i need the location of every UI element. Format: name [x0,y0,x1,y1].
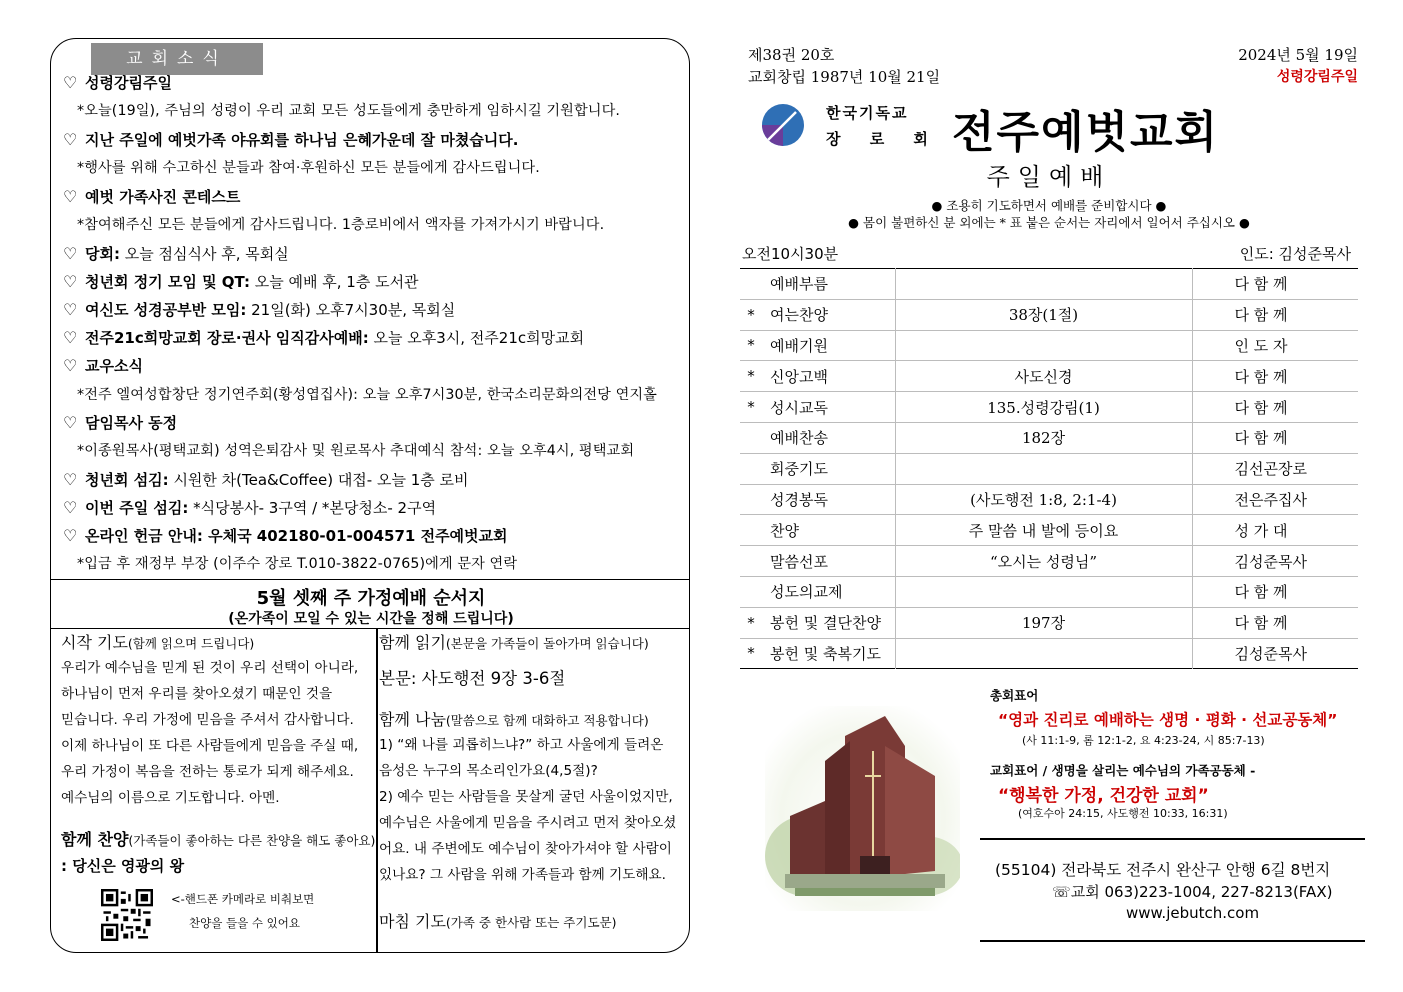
news-item-title: 담임목사 동정 [85,414,178,432]
sharing-note: (말씀으로 함께 대화하고 적용합니다) [445,713,649,728]
news-item-title: 청년회 정기 모임 및 QT: [85,273,250,291]
order-item-cell [762,269,895,300]
church-news-panel [50,38,690,953]
hymn-note: (가족들이 좋아하는 다른 찬양을 해도 좋아요) [128,833,376,848]
sharing-line: 1) “왜 나를 괴롭히느냐?” 하고 사울에게 들려온 [379,737,664,753]
sharing-line: 2) 예수 믿는 사람들을 못살게 굴던 사울이었지만, [379,789,673,805]
order-row [740,515,1358,546]
date-info [1238,44,1358,88]
order-item: 찬양 [770,521,799,540]
news-item-title: 전주21c희망교회 장로·권사 임직감사예배: [85,329,369,347]
news-item-title: 지난 주일에 예벗가족 야유회를 하나님 은혜가운데 잘 마쳤습니다. [85,131,519,149]
opening-line: 하나님이 먼저 우리를 찾아오셨기 때문인 것을 [61,686,333,702]
news-item-detail: *입금 후 재정부 부장 (이주수 장로 T.010-3822-0765)에게 문자 연락 [77,556,518,572]
order-item-cell [762,422,895,453]
order-leader: 성 가 대 [1192,515,1358,546]
church-address: (55104) 전라북도 전주시 완산구 안행 6길 8번지 [995,861,1331,879]
order-item: 성도의교제 [770,583,843,602]
order-leader: 다 함 께 [1192,361,1358,392]
standing-mark [740,576,762,607]
sharing-line: 음성은 누구의 목소리인가요(4,5절)? [379,763,598,779]
news-item-text: 21일(화) 오후7시30분, 목회실 [246,301,456,319]
standing-mark [740,453,762,484]
order-item-cell [762,330,895,361]
heart-icon: ♡ [63,526,78,545]
order-row [740,392,1358,423]
opening-line: 우리가 예수님을 믿게 된 것이 우리 선택이 아니라, [61,660,359,676]
closing-label: 마침 기도 [379,912,446,931]
standing-mark [740,484,762,515]
order-item: 성시교독 [770,398,828,417]
sharing-label: 함께 나눔 [379,710,446,729]
order-leader: 김성준목사 [1192,638,1358,669]
church-motto-label: 교회표어 / 생명을 살리는 예수님의 가족공동체 - [990,763,1256,778]
order-leader: 김성준목사 [1192,546,1358,577]
news-item-title: 청년회 섬김: [85,471,169,489]
church-building-image [765,706,960,911]
reading-heading [379,633,649,654]
standing-mark [740,546,762,577]
heart-icon: ♡ [63,73,78,92]
heart-icon: ♡ [63,328,78,347]
opening-line: 예수님의 이름으로 기도합니다. 아멘. [61,790,280,806]
order-row [740,607,1358,638]
standing-mark [740,422,762,453]
news-item-detail: *전주 엘여성합창단 정기연주회(황성엽집사): 오늘 오후7시30분, 한국소리문화의전당 연지홀 [77,387,657,403]
family-worship-title: 5월 셋째 주 가정예배 순서지 [256,588,486,609]
heart-icon: ♡ [63,300,78,319]
order-leader: 다 함 께 [1192,392,1358,423]
news-item-detail: *참여해주신 모든 분들에게 감사드립니다. 1층로비에서 액자를 가져가시기 바랍니다. [77,217,605,233]
news-item-text: *식당봉사- 3구역 / *본당청소- 2구역 [188,499,437,517]
news-item-text: 오늘 점심식사 후, 목회실 [119,245,289,263]
news-item [63,413,683,433]
volume-number: 제38권 20호 [748,46,835,64]
hymn-title: : 당신은 영광의 왕 [61,857,185,875]
opening-prayer-note: (함께 읽으며 드립니다) [127,636,255,651]
standing-mark: * [740,361,762,392]
news-item-title: 당회: [85,245,120,263]
founding-date: 교회창립 1987년 10월 21일 [748,68,941,86]
order-item-cell [762,484,895,515]
order-item-cell [762,392,895,423]
order-leader: 인 도 자 [1192,330,1358,361]
divider [980,838,1365,840]
order-row [740,299,1358,330]
sharing-line: 예수님은 사울에게 믿음을 주시려고 먼저 찾아오셨 [379,815,677,831]
news-item [63,300,683,320]
church-phone: ☏교회 063)223-1004, 227-8213(FAX) [1052,883,1333,901]
order-of-worship-table [740,268,1358,669]
notice-prepare: ● 조용히 기도하면서 예배를 준비합시다 ● [931,198,1167,213]
order-content: “오시는 성령님” [895,546,1192,577]
order-content: 주 말씀 내 발에 등이요 [895,515,1192,546]
news-item-text: 시원한 차(Tea&Coffee) 대접- 오늘 1층 로비 [168,471,469,489]
news-item [63,73,683,93]
general-assembly-motto-ref: (사 11:1-9, 롬 12:1-2, 요 4:23-24, 시 85:7-13) [1022,734,1265,747]
reading-note: (본문을 가족들이 돌아가며 읽습니다) [445,636,649,651]
sharing-heading [379,710,649,731]
order-leader: 전은주집사 [1192,484,1358,515]
closing-heading [379,912,616,933]
order-item-cell [762,299,895,330]
order-item-cell [762,361,895,392]
closing-note: (가족 중 한사람 또는 주기도문) [445,915,617,930]
opening-line: 이제 하나님이 또 다른 사람들에게 믿음을 주실 때, [61,738,359,754]
column-divider [376,629,378,953]
order-content: (사도행전 1:8, 2:1-4) [895,484,1192,515]
service-title: 주일예배 [986,163,1112,191]
standing-mark: * [740,607,762,638]
opening-prayer-heading [61,633,254,654]
heart-icon: ♡ [63,272,78,291]
order-item: 예배부름 [770,275,828,294]
order-item-cell [762,576,895,607]
order-item: 여는찬양 [770,306,828,325]
denomination-logo-icon [762,104,804,146]
news-item-title: 온라인 헌금 안내: 우체국 402180-01-004571 전주예벗교회 [85,527,508,545]
news-item-title: 예벗 가족사진 콘테스트 [85,188,241,206]
notice-stand: ● 몸이 불편하신 분 외에는 * 표 붙은 순서는 자리에서 일어서 주십시오 ● [848,215,1250,230]
news-item [63,356,683,376]
order-item-cell [762,515,895,546]
bulletin-date: 2024년 5월 19일 [1238,46,1358,64]
qr-code-icon[interactable] [101,889,153,941]
heart-icon: ♡ [63,498,78,517]
order-item-cell [762,546,895,577]
order-row [740,638,1358,669]
news-item [63,244,683,264]
news-item-title: 성령강림주일 [85,74,172,92]
order-leader: 다 함 께 [1192,607,1358,638]
general-assembly-motto-label: 총회표어 [990,688,1039,703]
news-item [63,498,683,518]
order-of-worship-body [740,269,1358,669]
church-motto-ref: (여호수아 24:15, 사도행전 10:33, 16:31) [1018,807,1228,820]
family-worship-columns [51,628,690,953]
order-item: 신앙고백 [770,367,828,386]
news-item [63,130,683,150]
opening-line: 믿습니다. 우리 가정에 믿음을 주셔서 감사합니다. [61,712,354,728]
heart-icon: ♡ [63,130,78,149]
news-item [63,187,683,207]
service-time: 오전10시30분 [742,245,839,263]
divider [980,940,1365,942]
church-name: 전주예벗교회 [952,107,1220,158]
heart-icon: ♡ [63,244,78,263]
heart-icon: ♡ [63,470,78,489]
order-content: 182장 [895,422,1192,453]
reading-label: 함께 읽기 [379,633,446,652]
order-item-cell [762,453,895,484]
denomination-name [826,100,940,152]
family-worship-subtitle: (온가족이 모일 수 있는 시간을 정해 드립니다) [228,611,514,627]
hymn-label: 함께 찬양 [61,830,129,849]
sharing-line: 어요. 내 주변에도 예수님이 찾아가셔야 할 사람이 [379,841,672,857]
news-item [63,272,683,292]
news-item-text: 오늘 예배 후, 1층 도서관 [249,273,419,291]
news-item-title: 교우소식 [85,357,143,375]
order-content: 사도신경 [895,361,1192,392]
family-worship-section [51,579,690,953]
order-row [740,361,1358,392]
order-row [740,330,1358,361]
standing-mark: * [740,638,762,669]
standing-mark: * [740,330,762,361]
scripture-passage: 본문: 사도행전 9장 3-6절 [379,669,566,688]
news-item [63,328,683,348]
order-content [895,576,1192,607]
order-content: 38장(1절) [895,299,1192,330]
qr-note-line-1: <-핸드폰 카메라로 비춰보면 [171,892,315,906]
order-leader: 다 함 께 [1192,422,1358,453]
order-row [740,453,1358,484]
order-content: 197장 [895,607,1192,638]
order-leader: 다 함 께 [1192,299,1358,330]
liturgical-day: 성령강림주일 [1276,69,1358,85]
order-item: 예배기원 [770,336,828,355]
order-leader: 다 함 께 [1192,576,1358,607]
order-item: 예배찬송 [770,429,828,448]
news-item-detail: *오늘(19일), 주님의 성령이 우리 교회 모든 성도들에게 충만하게 임하시길 기원합니다. [77,103,620,119]
news-header: 교회소식 [91,43,263,75]
hymn-heading [61,830,375,851]
standing-mark [740,269,762,300]
order-content [895,453,1192,484]
opening-line: 우리 가정이 복음을 전하는 통로가 되게 해주세요. [61,764,354,780]
order-item-cell [762,638,895,669]
heart-icon: ♡ [63,413,78,432]
denomination-line-2: 장 로 회 [826,130,940,148]
order-row [740,484,1358,515]
news-item-detail: *이종원목사(평택교회) 성역은퇴감사 및 원로목사 추대예식 참석: 오늘 오후4시, 평택교회 [77,443,635,459]
standing-mark [740,515,762,546]
news-item-title: 이번 주일 섬김: [85,499,189,517]
order-row [740,546,1358,577]
order-row [740,269,1358,300]
order-row [740,576,1358,607]
order-item: 봉헌 및 결단찬양 [770,614,881,633]
heart-icon: ♡ [63,187,78,206]
presider: 인도: 김성준목사 [1239,245,1351,263]
news-item-text: 오늘 오후3시, 전주21c희망교회 [368,329,585,347]
general-assembly-motto: “영과 진리로 예배하는 생명 · 평화 · 선교공동체” [998,711,1338,729]
issue-info [748,44,940,88]
order-content [895,638,1192,669]
church-motto: “행복한 가정, 건강한 교회” [998,786,1209,806]
opening-prayer-label: 시작 기도 [61,633,128,652]
order-leader: 다 함 께 [1234,275,1288,294]
order-row [740,422,1358,453]
news-item [63,470,683,490]
order-item-cell [762,607,895,638]
order-item: 성경봉독 [770,490,828,509]
standing-mark: * [740,392,762,423]
order-content [895,269,1192,300]
qr-note-line-2: 찬양을 들을 수 있어요 [189,916,300,930]
news-item-title: 여신도 성경공부반 모임: [85,301,247,319]
order-content: 135.성령강림(1) [895,392,1192,423]
standing-mark: * [740,299,762,330]
order-item: 말씀선포 [770,552,828,571]
news-item-detail: *행사를 위해 수고하신 분들과 참여·후원하신 모든 분들에게 감사드립니다. [77,160,540,176]
order-leader: 김선곤장로 [1192,453,1358,484]
heart-icon: ♡ [63,356,78,375]
order-item: 봉헌 및 축복기도 [770,644,881,663]
church-website-link[interactable]: www.jebutch.com [1126,904,1260,922]
news-item [63,526,683,546]
order-item: 회중기도 [770,460,828,479]
sharing-line: 있나요? 그 사람을 위해 가족들과 함께 기도해요. [379,867,666,883]
order-content [895,330,1192,361]
denomination-line-1: 한국기독교 [826,104,909,122]
